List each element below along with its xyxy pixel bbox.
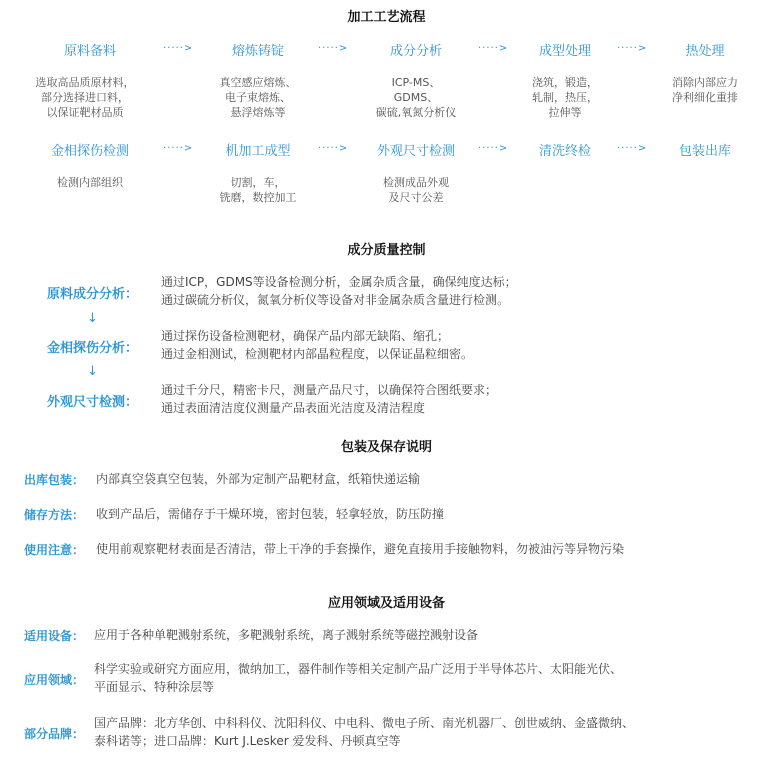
field-label: 应用领域： — [24, 673, 85, 687]
step-composition: 成分分析 — [389, 44, 442, 59]
packaging-text: 内部真空袋真空包装，外部为定制产品靶材盒，纸箱快递运输 — [96, 472, 421, 486]
step-smelting: 熔炼铸锭 — [231, 44, 284, 59]
qc-label-appearance: 外观尺寸检测： — [46, 395, 138, 410]
step-forming: 成型处理 — [538, 44, 591, 59]
process-title: 加工工艺流程 — [347, 10, 426, 25]
qc-text-appearance: 通过千分尺，精密卡尺，测量产品尺寸，以确保符合图纸要求； 通过表面清洁度仪测量产品表面光洁度及清洁程度 — [161, 383, 498, 415]
flow-arrow-icon: ·····> — [318, 43, 349, 54]
step-desc: 检测内部组织 — [57, 176, 123, 189]
qc-text-metallographic: 通过探伤设备检测靶材，确保产品内部无缺陷、缩孔； 通过金相测试，检测靶材内部晶粒程度，以保证晶粒细密。 — [161, 329, 474, 361]
down-arrow-icon: ↓ — [87, 364, 98, 379]
flow-arrow-icon: ·····> — [617, 143, 648, 154]
packaging-title: 包装及保存说明 — [340, 440, 432, 455]
step-machining: 机加工成型 — [225, 144, 291, 159]
brands-text: 国产品牌：北方华创、中科科仪、沈阳科仪、中电科、微电子所、南光机器厂、创世威纳、金盛微纳、 泰科诺等；进口品牌：Kurt J.Lesker 爱发科、丹顿真空等 — [94, 716, 635, 748]
down-arrow-icon: ↓ — [87, 311, 98, 326]
equipment-label: 适用设备： — [24, 629, 85, 643]
step-desc: ICP-MS、 GDMS、 碳硫,氧氮分析仪 — [375, 76, 457, 119]
step-desc: 消除内部应力 净利细化重排 — [672, 76, 738, 104]
step-desc: 切割，车， 铣磨，数控加工 — [219, 176, 297, 204]
step-desc: 选取高品质原材料， 部分选择进口料， 以保证靶材品质 — [35, 76, 135, 119]
flow-arrow-icon: ·····> — [318, 143, 349, 154]
flow-arrow-icon: ·····> — [617, 43, 648, 54]
step-desc: 浇筑，锻造， 轧制，热压， 拉伸等 — [532, 76, 598, 119]
brands-label: 部分品牌： — [24, 727, 85, 741]
usage-note-label: 使用注意： — [24, 543, 85, 557]
step-desc: 真空感应熔炼、 电子束熔炼、 悬浮熔炼等 — [219, 76, 297, 119]
step-cleaning: 清洗终检 — [538, 144, 591, 159]
qc-label-metallographic: 金相探伤分析： — [46, 341, 138, 356]
step-metallographic: 金相探伤检测 — [50, 144, 129, 159]
quality-title: 成分质量控制 — [347, 243, 426, 258]
step-heat-treatment: 热处理 — [685, 44, 725, 59]
equipment-text: 应用于各种单靶溅射系统，多靶溅射系统，离子溅射系统等磁控溅射设备 — [94, 628, 479, 642]
step-appearance: 外观尺寸检测 — [376, 144, 455, 159]
flow-arrow-icon: ·····> — [478, 43, 509, 54]
qc-label-raw: 原料成分分析： — [46, 287, 138, 302]
qc-text-raw: 通过ICP，GDMS等设备检测分析，金属杂质含量，确保纯度达标； 通过碳硫分析仪，氮氧分析仪等设备对非金属杂质含量进行检测。 — [161, 275, 517, 307]
flow-arrow-icon: ·····> — [163, 143, 194, 154]
packaging-label: 出库包装： — [24, 473, 85, 487]
step-desc: 检测成品外观 及尺寸公差 — [383, 176, 449, 204]
field-text: 科学实验或研究方面应用，微纳加工，器件制作等相关定制产品广泛用于半导体芯片、太阳能光伏、 平面显示、特种涂层等 — [94, 662, 623, 694]
application-title: 应用领域及适用设备 — [327, 596, 445, 611]
usage-note-text: 使用前观察靶材表面是否清洁，带上干净的手套操作，避免直接用手接触物料，勿被油污等异物污染 — [96, 542, 625, 556]
storage-text: 收到产品后，需储存于干燥环境，密封包装，轻拿轻放，防压防撞 — [96, 507, 445, 521]
step-raw-material: 原料备料 — [63, 44, 116, 59]
storage-label: 储存方法： — [24, 508, 85, 522]
flow-arrow-icon: ·····> — [478, 143, 509, 154]
step-packing: 包装出库 — [678, 144, 731, 159]
flow-arrow-icon: ·····> — [163, 43, 194, 54]
